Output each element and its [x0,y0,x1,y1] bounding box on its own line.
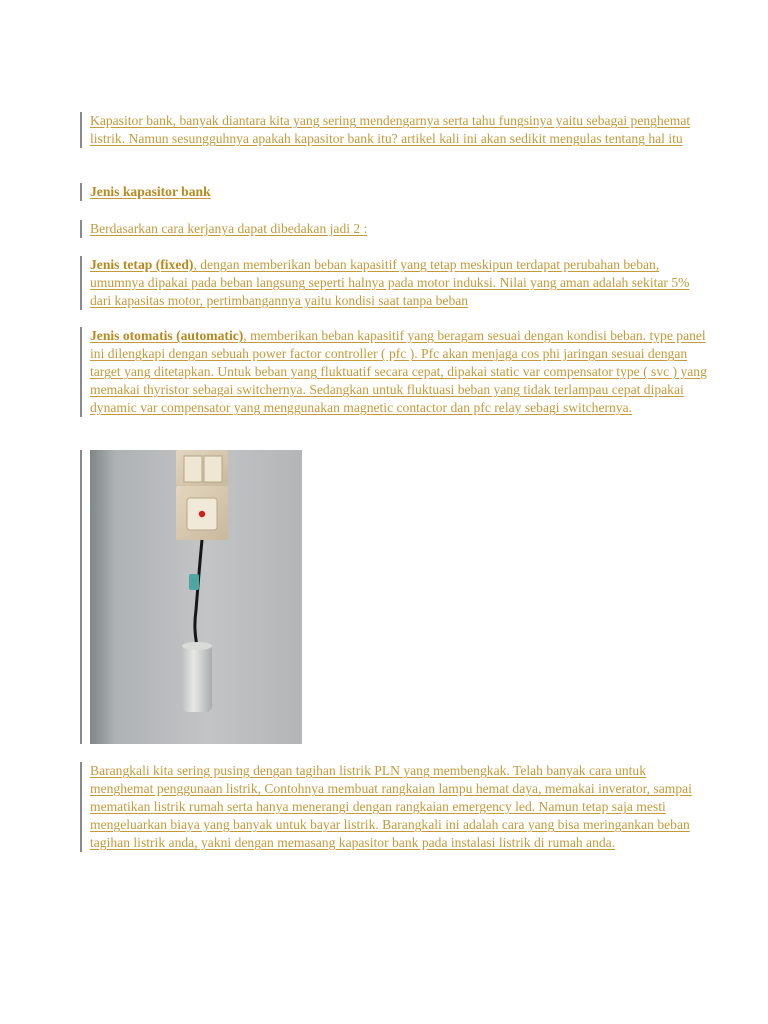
change-bar [80,327,82,417]
section-heading[interactable] [80,183,710,201]
section-heading-text[interactable]: Jenis kapasitor bank [90,184,211,199]
change-bar [80,450,82,744]
intro-paragraph[interactable] [80,112,710,148]
change-bar [80,112,82,148]
automatic-type-text[interactable]: , memberikan beban kapasitif yang beragam sesuai dengan kondisi beban. type panel ini dilengkapi dengan sebuah power factor controller ( pfc ). Pfc akan menjaga cos phi jaringan sesuai dengan target yang ditetapkan. Untuk beban yang fluktuatif secara cepat, dipakai static var compensator type ( svc ) yang memakai thyristor sebagai switchernya. Sedangkan untuk fluktuasi beban yang tidak terlampau cepat dipakai dynamic var compensator yang menggunakan magnetic contactor dan pfc relay sebagi switchernya. [90,328,707,415]
subheading-text[interactable]: Berdasarkan cara kerjanya dapat dibedakan jadi 2 : [90,221,368,236]
fixed-type-paragraph[interactable] [80,256,710,310]
intro-text[interactable]: Kapasitor bank, banyak diantara kita yang sering mendengarnya serta tahu fungsinya yaitu sebagai penghemat listrik. Namun sesungguhnya apakah kapasitor bank itu? artikel kali ini akan sedikit mengulas tentang hal itu [90,113,691,146]
closing-paragraph[interactable] [80,762,710,852]
fixed-type-text[interactable]: , dengan memberikan beban kapasitif yang tetap meskipun terdapat perubahan beban, umumnya dipakai pada beban langsung seperti halnya pada motor induksi. Nilai yang aman adalah sekitar 5% dari kapasitas motor, pertimbangannya yaitu kondisi saat tanpa beban [90,257,690,308]
automatic-type-term[interactable]: Jenis otomatis (automatic) [90,328,244,343]
fixed-type-term[interactable]: Jenis tetap (fixed) [90,257,194,272]
change-bar [80,762,82,852]
subheading-paragraph[interactable] [80,220,710,238]
closing-text[interactable]: Barangkali kita sering pusing dengan tagihan listrik PLN yang membengkak. Telah banyak cara untuk menghemat penggunaan listrik, Contohnya membuat rangkaian lampu hemat daya, memakai inverator, sampai mematikan listrik rumah serta hanya menerangi dengan rangkaian emergency led. Namun tetap saja mesti mengeluarkan biaya yang banyak untuk bayar listrik. Barangkali ini adalah cara yang bisa meringankan beban tagihan listrik anda, yakni dengan memasang kapasitor bank pada instalasi listrik di rumah anda. [90,763,692,850]
change-bar [80,220,82,238]
change-bar [80,256,82,310]
automatic-type-paragraph[interactable] [80,327,710,417]
change-bar [80,183,82,201]
capacitor-photo-block [80,450,304,744]
capacitor-photo [90,450,302,744]
